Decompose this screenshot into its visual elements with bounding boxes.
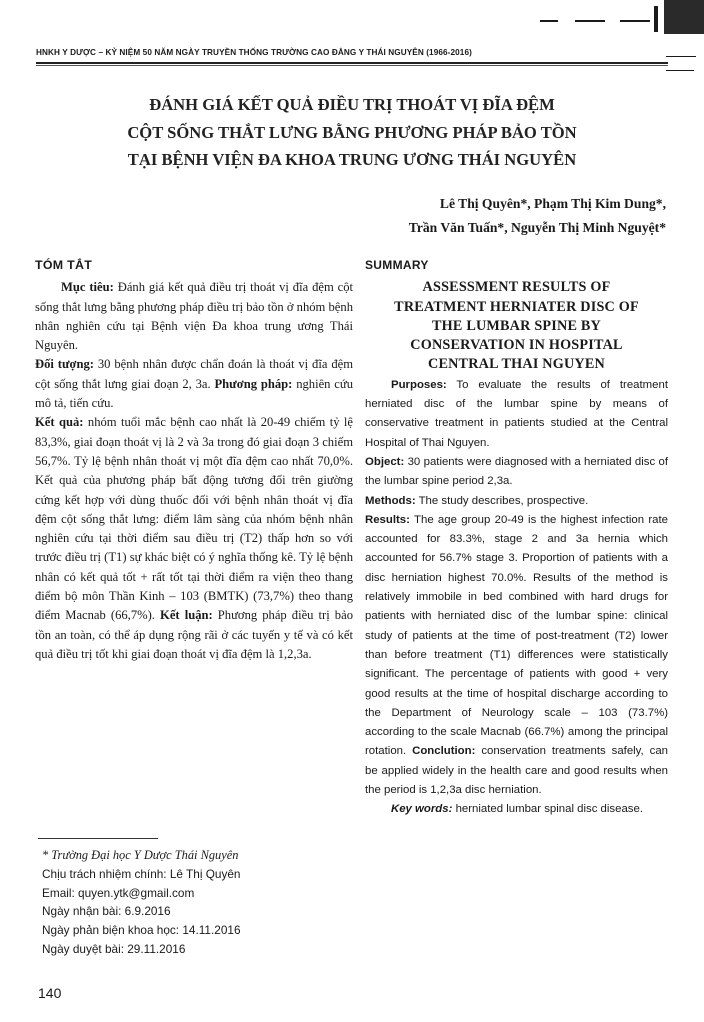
scan-artifact — [666, 70, 694, 71]
result-label: Kết quả: — [35, 415, 84, 430]
purpose-label: Mục tiêu: — [61, 280, 114, 295]
abstract-body — [35, 278, 353, 664]
received-date: Ngày nhận bài: 6.9.2016 — [42, 904, 171, 919]
header-rule-thin — [36, 65, 668, 66]
author-line: Lê Thị Quyên*, Phạm Thị Kim Dung*, — [439, 196, 666, 211]
article-title — [40, 91, 664, 174]
running-header: HNKH Y DƯỢC – KỶ NIỆM 50 NĂM NGÀY TRUYỀN THỐNG TRƯỜNG CAO ĐẲNG Y THÁI NGUYÊN (1966-2016) — [36, 48, 472, 57]
review-date: Ngày phản biện khoa học: 14.11.2016 — [42, 923, 241, 938]
scan-artifact — [620, 20, 650, 22]
conclusion-label: Kết luận: — [160, 608, 213, 623]
method-label: Phương pháp: — [214, 376, 293, 391]
title-line: TẠI BỆNH VIỆN ĐA KHOA TRUNG ƯƠNG THÁI NGUYÊN — [127, 150, 577, 169]
keywords-label: Key words: — [391, 803, 453, 816]
english-title-line: ASSESSMENT RESULTS OF — [422, 279, 611, 296]
english-title — [365, 278, 668, 374]
author-list — [409, 192, 666, 240]
scan-artifact — [666, 56, 696, 57]
english-title-line: CONSERVATION IN HOSPITAL — [410, 337, 623, 354]
purposes-label: Purposes: — [391, 378, 447, 391]
keywords-text: herniated lumbar spinal disc disease. — [452, 803, 643, 816]
footnotes — [42, 846, 342, 959]
abstract-vietnamese — [35, 256, 353, 664]
title-line: ĐÁNH GIÁ KẾT QUẢ ĐIỀU TRỊ THOÁT VỊ ĐĨA ĐỆM — [149, 95, 555, 114]
subject-label: Đối tượng: — [35, 357, 94, 372]
responsible-author: Chịu trách nhiệm chính: Lê Thị Quyên — [42, 866, 241, 881]
methods-label: Methods: — [365, 494, 416, 507]
object-label: Object: — [365, 455, 405, 468]
keywords — [365, 800, 668, 819]
english-title-line: THE LUMBAR SPINE BY — [432, 317, 601, 334]
page-number: 140 — [38, 985, 62, 1001]
contact-email: Email: quyen.ytk@gmail.com — [42, 885, 195, 900]
methods-text: The study describes, prospective. — [415, 494, 589, 507]
abstract-english — [365, 256, 668, 820]
object-text: 30 patients were diagnosed with a herniated disc of the lumbar spine period 2,3a. — [365, 455, 668, 488]
conclution-text: conservation treatments safely, can be applied widely in the health care and good results when the period is 1,2,3a disc herniation. — [365, 745, 668, 797]
scan-artifact — [664, 0, 704, 34]
scan-artifact — [654, 6, 658, 32]
english-title-line: TREATMENT HERNIATER DISC OF — [394, 298, 639, 315]
results-text: The age group 20-49 is the highest infection rate accounted for 83.3%, stage 2 and 3a hernia which accounted for 56.7% stage 3. Proportion of patients with a disc herniation highest 70.0%. Results of the method is relatively immobile in bed combined with hard drugs for patients with herniated disc of the lumbar spine: clinical study of patients at the time of post-treatment (T2) lower than before treatment (T1) differences were statistically significant. The percentage of patients with good + very good results at the time of hospital discharge according to the Department of Neurology scale – 103 (73.7%) according to the scale Macnab (66.7%) among the principal rotation. — [365, 513, 668, 758]
subject-text: 30 bệnh nhân được chẩn đoán là thoát vị đĩa đệm cột sống thắt lưng giai đoạn 2, 3a. — [35, 357, 353, 391]
purposes-text: To evaluate the results of treatment herniated disc of the lumbar spine by means of conservative treatment in patients studied at the Central Hospital of Thai Nguyen. — [365, 378, 668, 449]
english-title-line: CENTRAL THAI NGUYEN — [428, 356, 605, 373]
affiliation-note: * Trường Đại học Y Dược Thái Nguyên — [42, 848, 239, 862]
summary-heading: SUMMARY — [365, 258, 429, 272]
conclution-label: Conclution: — [412, 745, 476, 758]
header-rule — [36, 62, 668, 64]
scan-artifact — [540, 20, 558, 22]
title-line: CỘT SỐNG THẮT LƯNG BẰNG PHƯƠNG PHÁP BẢO TỒN — [127, 122, 577, 142]
method-text: nghiên cứu mô tả, tiến cứu. — [35, 376, 354, 411]
approval-date: Ngày duyệt bài: 29.11.2016 — [42, 941, 186, 956]
footnote-rule — [38, 838, 158, 839]
summary-body — [365, 376, 668, 801]
conclusion-text: Phương pháp điều trị bảo tồn an toàn, có thể áp dụng rộng rãi ở các tuyến y tế và có kết quả điều trị tốt khi giai đoạn thoát vị đĩa đệm là 1,2,3a. — [35, 608, 353, 661]
scan-artifact — [575, 20, 605, 22]
purpose-text: Đánh giá kết quả điều trị thoát vị đĩa đệm cột sống thắt lưng bằng phương pháp điều trị bảo tồn ở nhóm bệnh nhân nghiên cứu tại Bệnh viện Đa khoa trung ương Thái Nguyên. — [35, 280, 354, 353]
abstract-heading: TÓM TẮT — [35, 258, 93, 272]
author-line: Trần Văn Tuấn*, Nguyễn Thị Minh Nguyệt* — [408, 220, 666, 235]
results-label: Results: — [365, 513, 410, 526]
result-text: nhóm tuổi mắc bệnh cao nhất là 20-49 chiếm tỷ lệ 83,3%, giai đoạn thoát vị là 2 và 3a trong đó giai đoạn 3 chiếm 56,7%. Tỷ lệ bệnh nhân thoát vị một đĩa đệm cao nhất 70,0%. Kết quả của phương pháp bất động tương đối trên giường cứng kết hợp với dùng thuốc đối với bệnh nhân thoát vị đĩa đệm cột sống thắt lưng: điểm lâm sàng của nhóm bệnh nhân nghiên cứu tại thời điểm sau điều trị (T2) thấp hơn so với trước điều trị (T1) sự khác biệt có ý nghĩa thống kê. Tỷ lệ bệnh nhân có kết quả tốt + rất tốt tại thời điểm ra viện theo thang điểm bộ môn Thần Kinh – 103 (BMTK) (73,7%) theo thang điểm Macnab (66,7%). — [35, 415, 354, 623]
